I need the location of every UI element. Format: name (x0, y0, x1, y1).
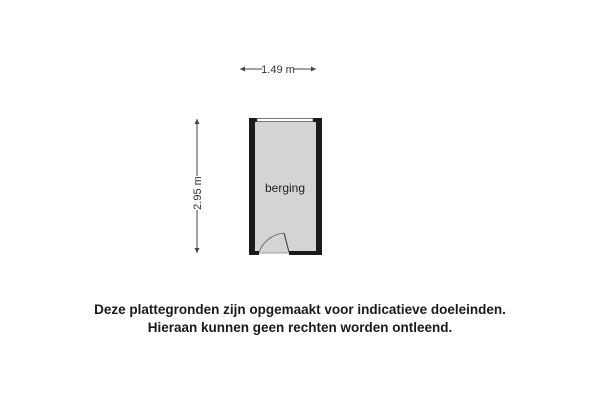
height-arrow-bottom-icon (195, 248, 200, 253)
wall-bottom-right (289, 251, 322, 255)
height-dimension-label: 2.95 m (192, 176, 204, 210)
wall-left (249, 118, 255, 255)
wall-top-right (313, 118, 322, 122)
width-arrow-left-icon (240, 67, 245, 72)
wall-right (316, 118, 322, 255)
width-dimension (240, 64, 316, 76)
room-label: berging (264, 181, 306, 195)
disclaimer-line-2: Hieraan kunnen geen rechten worden ontleend. (147, 320, 453, 335)
height-arrow-top-icon (195, 119, 200, 124)
room-berging (249, 118, 322, 255)
disclaimer-line-1: Deze plattegronden zijn opgemaakt voor indicatieve doeleinden. (94, 302, 506, 317)
height-dimension (192, 119, 204, 253)
width-arrow-right-icon (311, 67, 316, 72)
window-top (257, 119, 313, 122)
wall-bottom-left (249, 251, 259, 255)
width-dimension-label: 1.49 m (261, 64, 295, 76)
wall-top-left (249, 118, 257, 122)
